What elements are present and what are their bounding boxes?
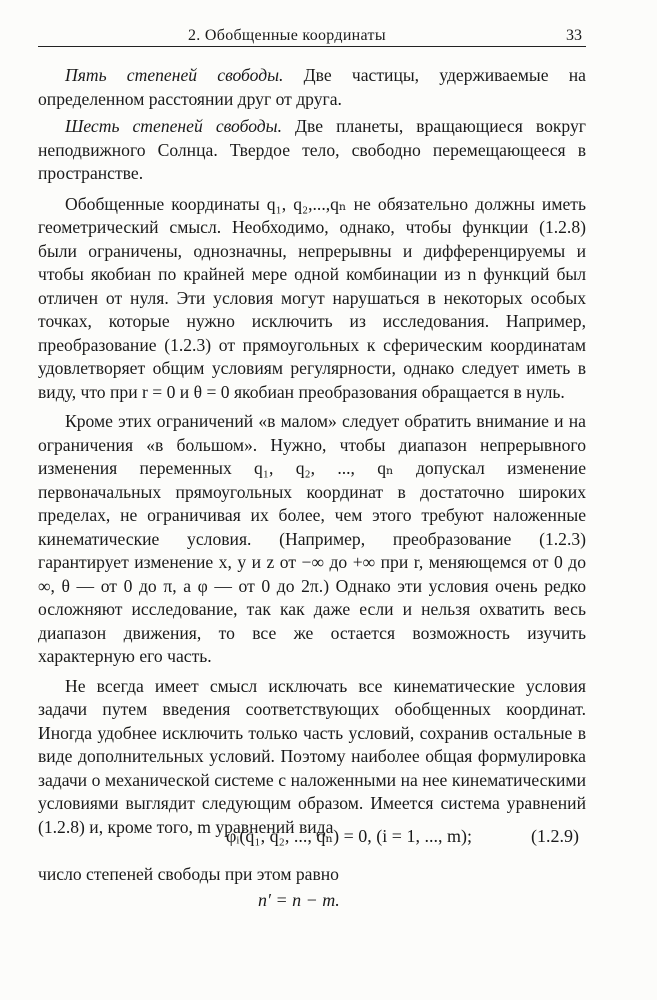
paragraph-text: Не всегда имеет смысл исключать все кинематические условия задачи путем введения соответствующих обобщенных координат. Иногда удобнее исключить только часть условий, сохранив остальные в виде дополнительных условий. Поэтому наиболее общая формулировка задачи о механической системе с наложенными на нее кинематическими условиями выглядит следующим образом. Имеется система уравнений (1.2.8) и, кроме того, m уравнений вида [38, 675, 586, 837]
paragraph-generalized-coordinates [38, 193, 586, 405]
paragraph-kinematic-conditions [38, 675, 586, 840]
paragraph-text: Обобщенные координаты q₁, q₂,...,qₙ не обязательно должны иметь геометрический смысл. Необходимо, однако, чтобы функции (1.2.8) были ограничены, однозначны, непрерывны и дифференцируемы и чтобы якобиан по крайней мере одной комбинации из n функций был отличен от нуля. Эти условия могут нарушаться в некоторых особых точках, которые нужно исключить из исследования. Например, преобразование (1.2.3) от прямоугольных к сферическим координатам удовлетворяет общим условиям регулярности, однако следует иметь в виду, что при r = 0 и θ = 0 якобиан преобразования обращается в нуль. [38, 193, 586, 402]
page-number: 33 [566, 27, 582, 44]
equation-label: (1.2.9) [531, 826, 579, 846]
paragraph-lead: Пять степеней свободы. [65, 65, 284, 85]
body-text [38, 64, 586, 843]
paragraph-six-dof [38, 115, 586, 186]
running-header [38, 26, 586, 47]
paragraph-restrictions [38, 410, 586, 669]
text-after-equation: число степеней свободы при этом равно [38, 864, 339, 884]
section-title: 2. Обобщенные координаты [188, 27, 386, 44]
equation-formula: φᵢ(q₁, q₂, ..., qₙ) = 0, (i = 1, ..., m); [226, 826, 472, 846]
paragraph-text: Две планеты, вращающиеся вокруг неподвижного Солнца. Твердое тело, свободно перемещающееся в пространстве. [38, 116, 586, 183]
paragraph-text: Две частицы, удерживаемые на определенном расстоянии друг от друга. [38, 65, 586, 109]
paragraph-five-dof [38, 64, 586, 111]
paragraph-lead: Шесть степеней свободы. [65, 116, 282, 136]
equation-formula: n′ = n − m. [258, 890, 340, 910]
paragraph-text: Кроме этих ограничений «в малом» следует обратить внимание и на ограничения «в большом». Нужно, чтобы диапазон непрерывного изменения переменных q₁, q₂, ..., qₙ допускал изменение первоначальных прямоугольных координат в достаточно широких пределах, не ограничивая их более, чем этого требуют наложенные кинематические условия. (Например, преобразование (1.2.3) гарантирует изменение x, y и z от −∞ до +∞ при r, меняющемся от 0 до ∞, θ — от 0 до π, а φ — от 0 до 2π.) Однако эти условия очень редко осложняют исследование, так как даже если и нельзя охватить весь диапазон движения, то все же остается возможность изучить характерную его часть. [38, 411, 586, 666]
